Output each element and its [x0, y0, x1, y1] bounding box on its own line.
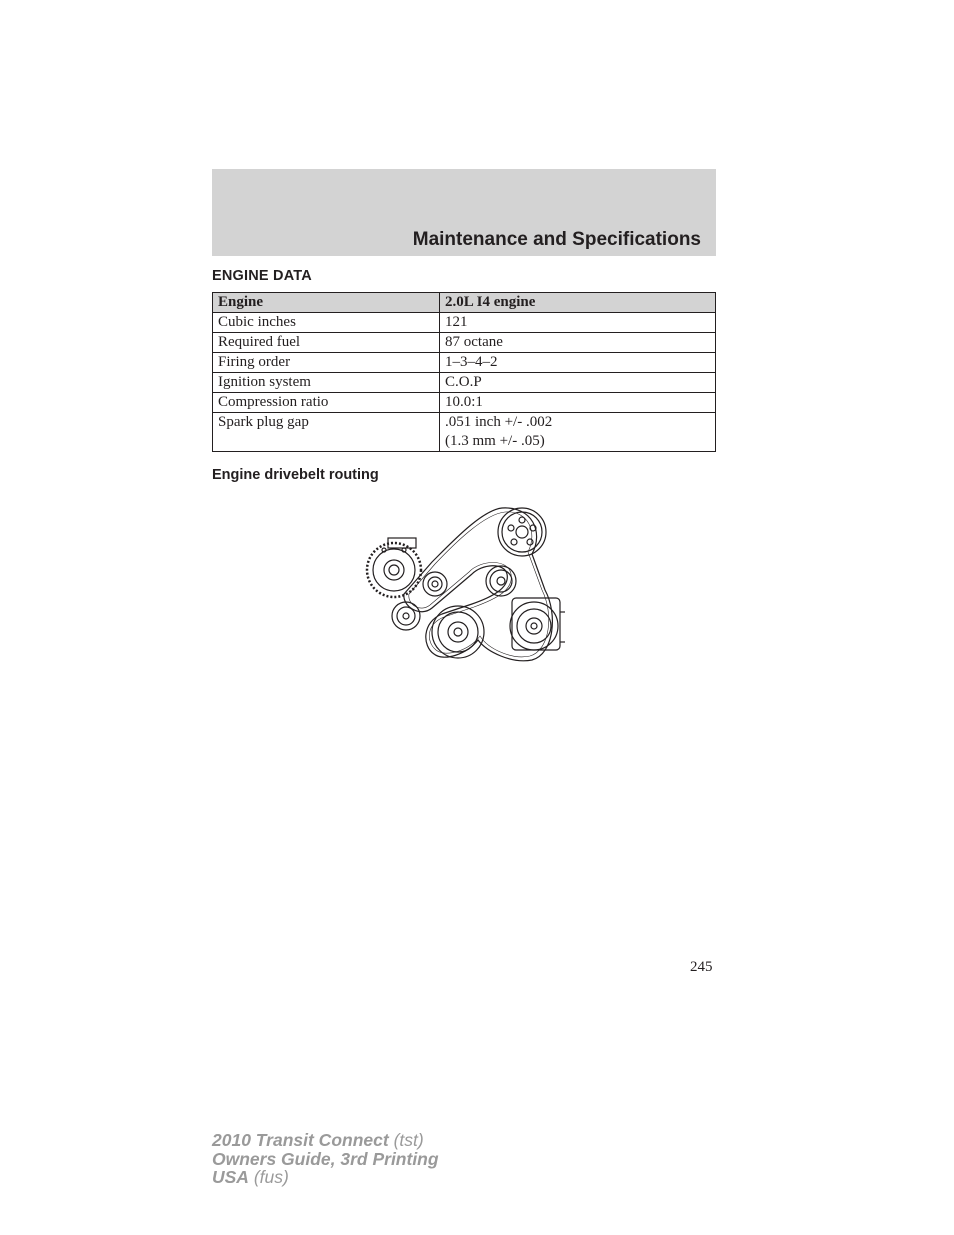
footer-line: [212, 1131, 439, 1150]
footer-region: USA: [212, 1167, 249, 1187]
page-title: Maintenance and Specifications: [412, 229, 701, 250]
row-label: Ignition system: [213, 373, 440, 393]
table-row: [213, 333, 716, 353]
row-value: 1–3–4–2: [440, 353, 716, 373]
header-band: [212, 169, 716, 256]
footer: [212, 1131, 439, 1187]
engine-data-table: [212, 292, 716, 452]
table-row: [213, 413, 716, 452]
idler-pulley: [486, 566, 516, 596]
section-heading: ENGINE DATA: [212, 268, 312, 284]
alternator: [367, 538, 421, 597]
water-pump-pulley: [432, 606, 484, 658]
row-label: Required fuel: [213, 333, 440, 353]
small-idler-pulley: [392, 602, 420, 630]
table-header-row: [213, 293, 716, 313]
row-label: Spark plug gap: [213, 413, 440, 452]
row-value: 87 octane: [440, 333, 716, 353]
row-label: Firing order: [213, 353, 440, 373]
table-row: [213, 373, 716, 393]
drivebelt-heading: Engine drivebelt routing: [212, 467, 379, 483]
column-header: 2.0L I4 engine: [440, 293, 716, 313]
tensioner-pulley: [423, 572, 447, 596]
column-header: Engine: [213, 293, 440, 313]
footer-line: [212, 1168, 439, 1187]
crankshaft-pulley: [498, 508, 546, 556]
row-value: 121: [440, 313, 716, 333]
row-value: 10.0:1: [440, 393, 716, 413]
row-value: [440, 413, 716, 452]
drivebelt-routing-diagram: [362, 502, 568, 664]
drivebelt: [404, 508, 553, 661]
row-value: C.O.P: [440, 373, 716, 393]
row-value-line: .051 inch +/- .002: [445, 414, 553, 430]
footer-model: 2010 Transit Connect: [212, 1130, 389, 1150]
table-row: [213, 313, 716, 333]
footer-line: Owners Guide, 3rd Printing: [212, 1148, 439, 1169]
footer-region-code: (fus): [253, 1167, 289, 1187]
ac-compressor: [510, 598, 565, 650]
table-row: [213, 353, 716, 373]
row-label: Cubic inches: [213, 313, 440, 333]
footer-model-code: (tst): [393, 1130, 424, 1150]
row-label: Compression ratio: [213, 393, 440, 413]
row-value-line: (1.3 mm +/- .05): [445, 433, 545, 449]
page-number: 245: [690, 959, 713, 975]
table-row: [213, 393, 716, 413]
